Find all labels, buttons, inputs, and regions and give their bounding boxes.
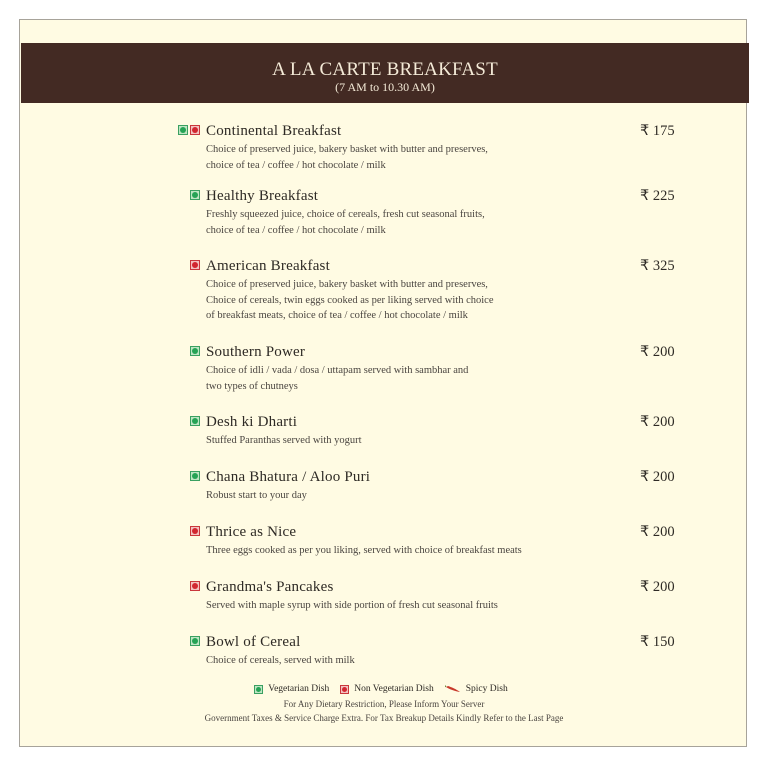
item-name: Healthy Breakfast	[206, 188, 319, 204]
description-line: choice of tea / coffee / hot chocolate / milk	[206, 159, 386, 171]
description-line: Choice of idli / vada / dosa / uttapam served with sambhar and	[206, 365, 469, 376]
veg-icon	[178, 125, 188, 135]
description-line: of breakfast meats, choice of tea / coffee / hot chocolate / milk	[206, 310, 468, 321]
chili-pepper-icon	[445, 685, 461, 693]
item-description	[206, 142, 546, 173]
dietary-note: For Any Dietary Restriction, Please Inform Your Server	[283, 699, 485, 709]
non-veg-icon	[190, 581, 200, 591]
diet-markers	[178, 125, 200, 135]
item-description	[206, 433, 546, 449]
description-line: Served with maple syrup with side portion of fresh cut seasonal fruits	[206, 600, 498, 611]
item-price: ₹ 200	[640, 414, 675, 430]
veg-icon	[254, 685, 263, 694]
legend-veg-label: Vegetarian Dish	[268, 684, 330, 694]
veg-icon	[190, 636, 200, 646]
item-price: ₹ 200	[640, 469, 675, 485]
veg-icon	[190, 346, 200, 356]
item-name: Bowl of Cereal	[206, 634, 301, 650]
tax-note: Government Taxes & Service Charge Extra. For Tax Breakup Details Kindly Refer to the Last Page	[204, 713, 564, 723]
item-name: American Breakfast	[206, 258, 330, 274]
item-price: ₹ 150	[640, 634, 675, 650]
non-veg-icon	[190, 125, 200, 135]
item-name: Chana Bhatura / Aloo Puri	[206, 469, 371, 485]
diet-markers	[190, 190, 200, 200]
diet-legend	[0, 684, 768, 694]
non-veg-icon	[340, 685, 349, 694]
item-description	[206, 543, 546, 559]
item-price: ₹ 200	[640, 579, 675, 595]
item-name: Continental Breakfast	[206, 123, 342, 139]
item-name: Desh ki Dharti	[206, 414, 298, 430]
diet-markers	[190, 346, 200, 356]
description-line: Choice of cereals, served with milk	[206, 655, 355, 666]
description-line: Choice of cereals, twin eggs cooked as per liking served with choice	[206, 294, 494, 306]
item-name: Grandma's Pancakes	[206, 579, 334, 595]
menu-hours: (7 AM to 10.30 AM)	[335, 80, 435, 94]
menu-header-banner	[21, 43, 749, 103]
legend-spicy-label: Spicy Dish	[465, 684, 508, 694]
item-name: Southern Power	[206, 344, 306, 360]
item-description	[206, 207, 546, 238]
item-price: ₹ 200	[640, 344, 675, 360]
item-price: ₹ 200	[640, 524, 675, 540]
diet-markers	[190, 636, 200, 646]
veg-icon	[190, 416, 200, 426]
legend-non-veg-label: Non Vegetarian Dish	[354, 684, 434, 694]
item-description	[206, 277, 546, 324]
non-veg-icon	[190, 260, 200, 270]
description-line: choice of tea / coffee / hot chocolate / milk	[206, 224, 386, 236]
item-description	[206, 488, 546, 504]
diet-markers	[190, 260, 200, 270]
item-description	[206, 598, 546, 614]
item-name: Thrice as Nice	[206, 524, 297, 540]
item-description	[206, 363, 546, 394]
diet-markers	[190, 416, 200, 426]
diet-markers	[190, 471, 200, 481]
item-price: ₹ 325	[640, 258, 675, 274]
item-price: ₹ 175	[640, 123, 675, 139]
description-line: Robust start to your day	[206, 490, 307, 501]
veg-icon	[190, 471, 200, 481]
description-line: Stuffed Paranthas served with yogurt	[206, 435, 362, 446]
diet-markers	[190, 581, 200, 591]
description-line: Choice of preserved juice, bakery basket with butter and preserves,	[206, 144, 488, 155]
item-price: ₹ 225	[640, 188, 675, 204]
item-description	[206, 653, 546, 669]
menu-title: A LA CARTE BREAKFAST	[272, 59, 498, 80]
non-veg-icon	[190, 526, 200, 536]
description-line: Choice of preserved juice, bakery basket with butter and preserves,	[206, 279, 488, 290]
description-line: Freshly squeezed juice, choice of cereals, fresh cut seasonal fruits,	[206, 209, 485, 220]
description-line: two types of chutneys	[206, 380, 298, 392]
diet-markers	[190, 526, 200, 536]
veg-icon	[190, 190, 200, 200]
description-line: Three eggs cooked as per you liking, served with choice of breakfast meats	[206, 545, 522, 556]
